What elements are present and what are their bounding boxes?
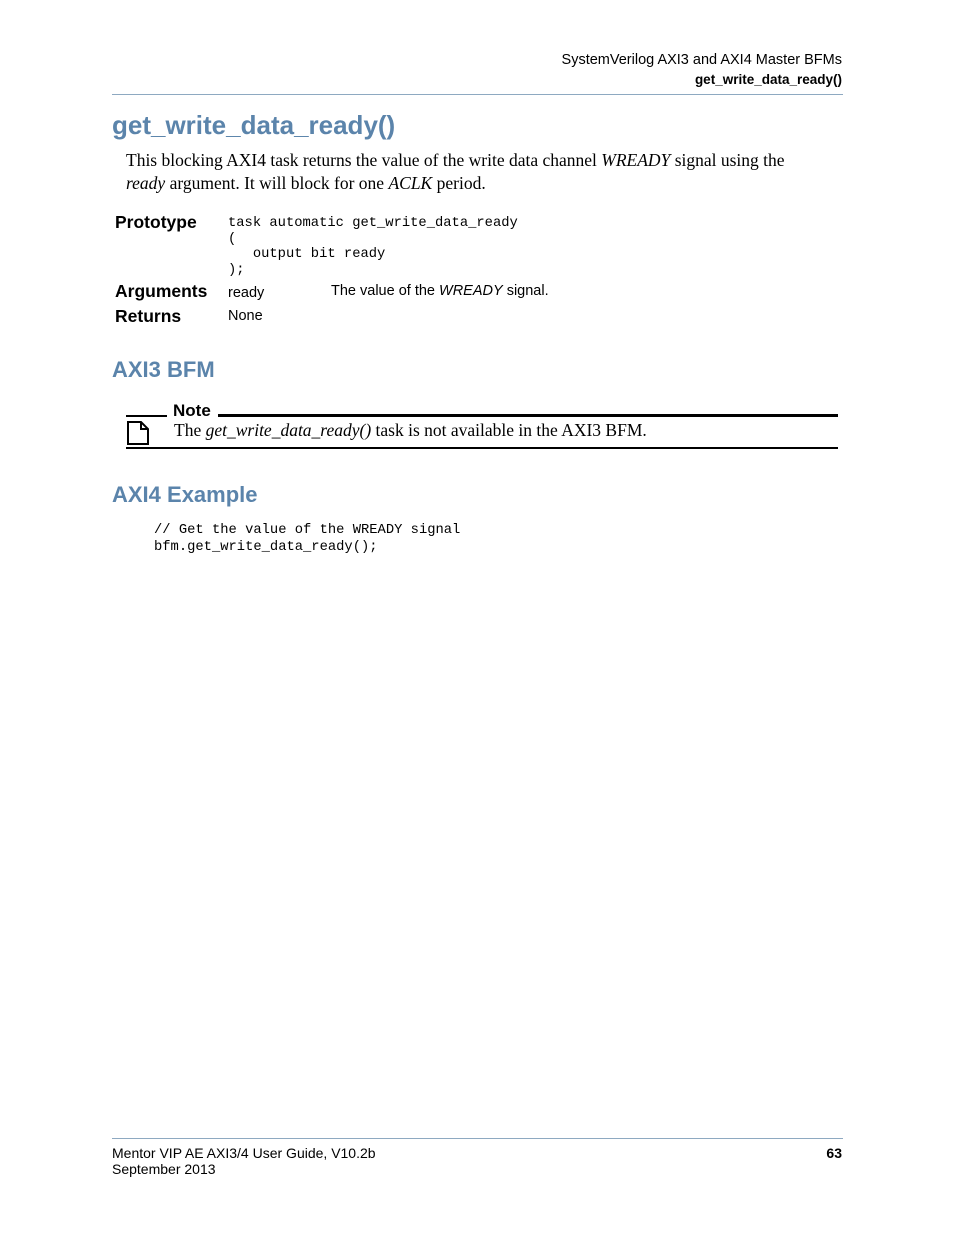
running-header-section: get_write_data_ready() — [694, 72, 842, 87]
arguments-label: Arguments — [115, 281, 208, 301]
footer-divider — [112, 1138, 843, 1139]
description-text: argument. It will block for one — [165, 172, 389, 193]
note-text — [174, 420, 647, 441]
prototype-code: task automatic get_write_data_ready ( output bit ready ); — [228, 216, 518, 278]
axi3-heading: AXI3 BFM — [112, 357, 215, 382]
note-rule — [126, 415, 167, 417]
footer-guide-title: Mentor VIP AE AXI3/4 User Guide, V10.2b — [112, 1145, 376, 1161]
description-arg: ready — [126, 172, 166, 193]
header-divider — [112, 94, 843, 95]
description-text: signal using the — [670, 150, 785, 170]
description-signal: WREADY — [601, 150, 671, 170]
argument-desc-text: The value of the — [331, 283, 440, 299]
argument-description — [331, 283, 549, 299]
description-clock: ACLK — [388, 172, 433, 193]
description-text: period. — [432, 172, 486, 193]
prototype-label: Prototype — [115, 212, 197, 232]
argument-desc-text: signal. — [502, 283, 549, 299]
page-number: 63 — [826, 1145, 842, 1161]
note-rule — [218, 414, 838, 417]
note-title: Note — [173, 401, 211, 420]
footer-date: September 2013 — [112, 1161, 216, 1177]
note-text-part: task is not available in the AXI3 BFM. — [371, 420, 647, 440]
returns-value: None — [228, 308, 263, 324]
note-task-name: get_write_data_ready() — [205, 420, 372, 440]
running-header-chapter: SystemVerilog AXI3 and AXI4 Master BFMs — [561, 52, 842, 68]
axi4-heading: AXI4 Example — [112, 482, 258, 507]
page-title: get_write_data_ready() — [112, 110, 396, 140]
argument-name: ready — [228, 285, 265, 301]
note-rule — [126, 447, 838, 449]
example-code: // Get the value of the WREADY signal bfm.get_write_data_ready(); — [154, 523, 461, 555]
note-text-part: The — [174, 420, 206, 440]
argument-desc-signal: WREADY — [439, 283, 503, 299]
returns-label: Returns — [115, 306, 182, 326]
description-text: This blocking AXI4 task returns the value of the write data channel — [126, 150, 602, 170]
note-icon — [127, 421, 149, 445]
description-paragraph — [126, 149, 846, 194]
